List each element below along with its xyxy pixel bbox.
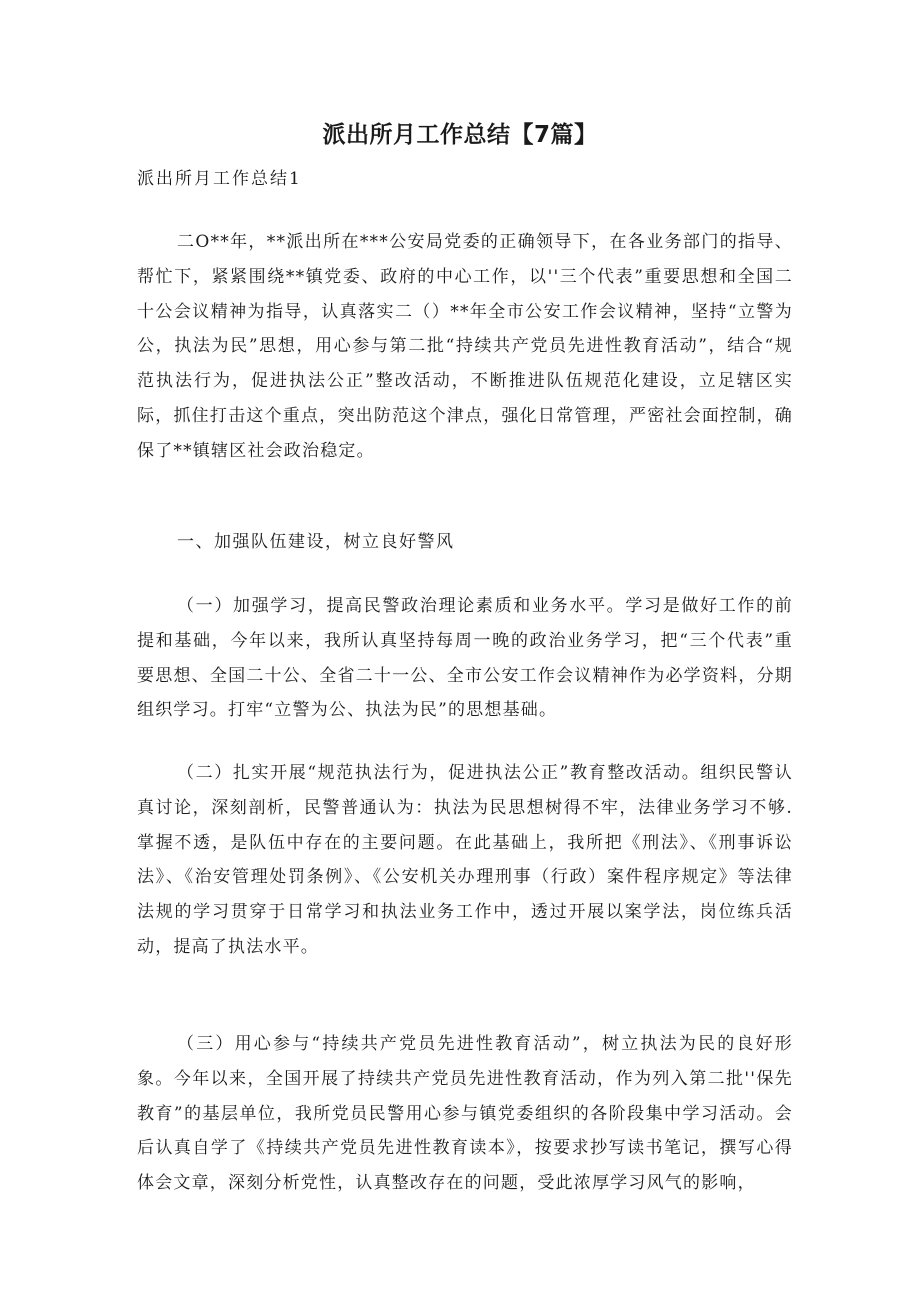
- intro-paragraph: 二O**年，**派出所在***公安局党委的正确领导下，在各业务部门的指导、帮忙下，紧紧围绕**镇党委、政府的中心工作，以''三个代表”重要思想和全国二十公会议精神为指导，认真落实二（）**年全市公安工作会议精神，坚持“立警为公，执法为民”思想，用心参与第二批“持续共产党员先进性教育活动”，结合“规范执法行为，促进执法公正”整改活动，不断推进队伍规范化建设，立足辖区实际，抓住打击这个重点，突出防范这个津点，强化日常管理，严密社会面控制，确保了**镇辖区社会政治稳定。: [137, 232, 793, 461]
- paragraph-item-2: （二）扎实开展“规范执法行为，促进执法公正”教育整改活动。组织民警认真讨论，深刻剖析，民警普通认为：执法为民思想树得不牢，法律业务学习不够.掌握不透，是队伍中存在的主要问题。在此基础上，我所把《刑法》、《刑事诉讼法》、《治安管理处罚条例》、《公安机关办理刑事（行政）案件程序规定》等法律法规的学习贯穿于日常学习和执法业务工作中，透过开展以案学法，岗位练兵活动，提高了执法水平。: [137, 763, 793, 957]
- paragraph-item-1: （一）加强学习，提高民警政治理论素质和业务水平。学习是做好工作的前提和基础，今年以来，我所认真坚持每周一晚的政治业务学习，把“三个代表”重要思想、全国二十公、全省二十一公、全市公安工作会议精神作为必学资料，分期组织学习。打牢“立警为公、执法为民”的思想基础。: [137, 596, 793, 721]
- document-title: 派出所月工作总结【7篇】: [322, 122, 598, 148]
- paragraph-item-3: （三）用心参与“持续共产党员先进性教育活动”，树立执法为民的良好形象。今年以来，全国开展了持续共产党员先进性教育活动，作为列入第二批''保先教育”的基层单位，我所党员民警用心参与镇党委组织的各阶段集中学习活动。会后认真自学了《持续共产党员先进性教育读本》，按要求抄写读书笔记，撰写心得体会文章，深刻分析党性，认真整改存在的问题，受此浓厚学习风气的影响，: [137, 1034, 793, 1194]
- section-heading-1: 一、加强队伍建设，树立良好警风: [177, 532, 455, 552]
- section-subtitle: 派出所月工作总结1: [137, 169, 302, 189]
